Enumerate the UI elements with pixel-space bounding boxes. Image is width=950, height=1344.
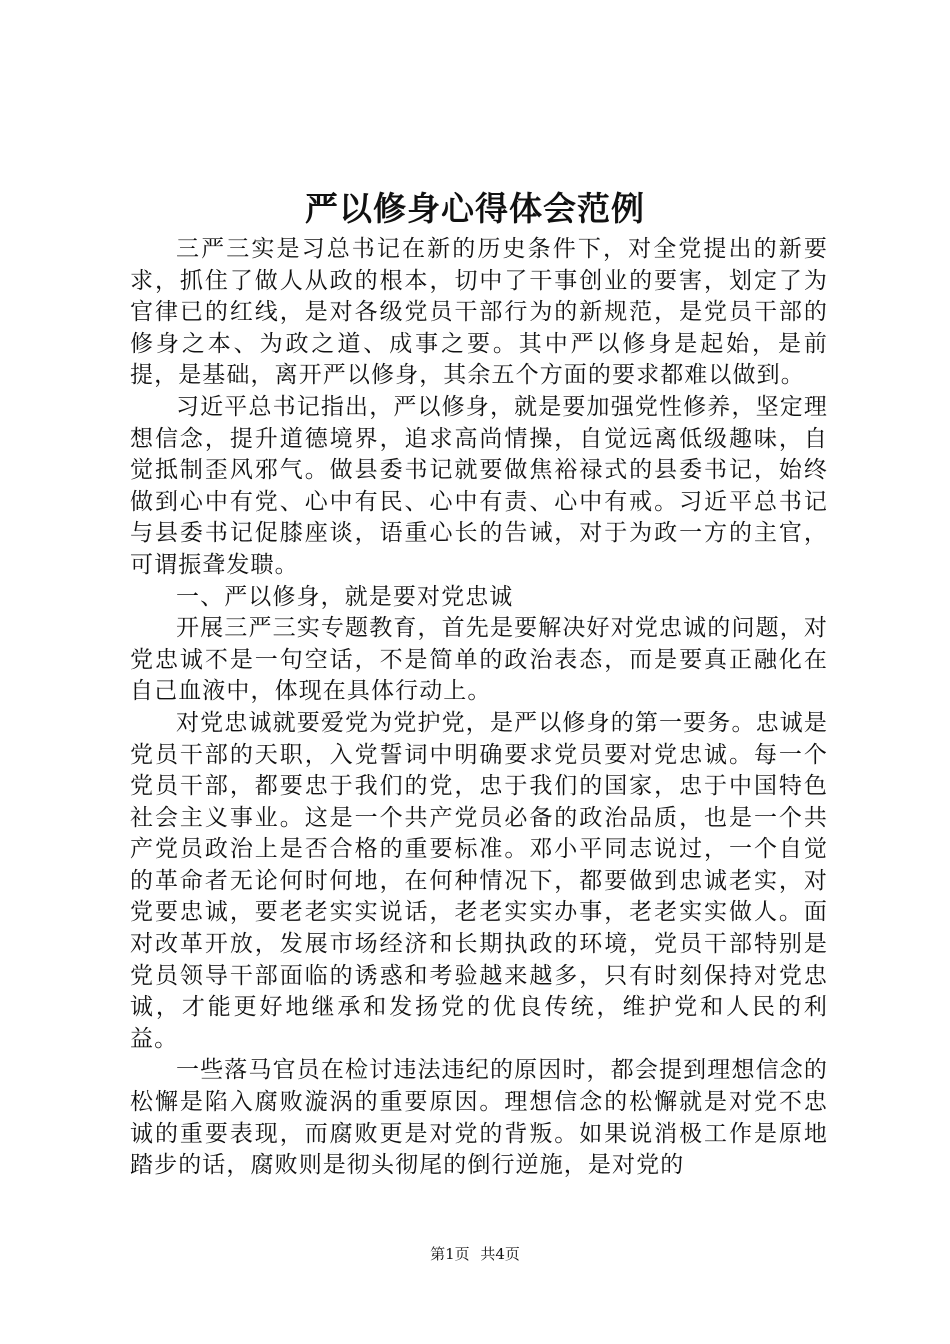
page-number: 第1页 [430, 1245, 470, 1263]
page-footer [0, 1244, 950, 1264]
paragraph-3: 开展三严三实专题教育，首先是要解决好对党忠诚的问题，对党忠诚不是一句空话，不是简单的政治表态，而是要真正融化在自己血液中，体现在具体行动上。 [130, 615, 828, 705]
document-title: 严以修身心得体会范例 [305, 189, 645, 228]
section-heading-1: 一、严以修身，就是要对党忠诚 [176, 583, 514, 610]
document-body [130, 234, 828, 1182]
paragraph-4: 对党忠诚就要爱党为党护党，是严以修身的第一要务。忠诚是党员干部的天职，入党誓词中明确要求党员要对党忠诚。每一个党员干部，都要忠于我们的党，忠于我们的国家，忠于中国特色社会主义事业。这是一个共产党员必备的政治品质，也是一个共产党员政治上是否合格的重要标准。邓小平同志说过，一个自觉的革命者无论何时何地，在何种情况下，都要做到忠诚老实，对党要忠诚，要老老实实说话，老老实实办事，老老实实做人。面对改革开放，发展市场经济和长期执政的环境，党员干部特别是党员领导干部面临的诱惑和考验越来越多，只有时刻保持对党忠诚，才能更好地继承和发扬党的优良传统，维护党和人民的利益。 [130, 709, 828, 1052]
paragraph-2: 习近平总书记指出，严以修身，就是要加强党性修养，坚定理想信念，提升道德境界，追求高尚情操，自觉远离低级趣味，自觉抵制歪风邪气。做县委书记就要做焦裕禄式的县委书记，始终做到心中有党、心中有民、心中有责、心中有戒。习近平总书记与县委书记促膝座谈，语重心长的告诫，对于为政一方的主官，可谓振聋发聩。 [130, 393, 828, 578]
page-total: 共4页 [480, 1245, 520, 1263]
paragraph-1: 三严三实是习总书记在新的历史条件下，对全党提出的新要求，抓住了做人从政的根本，切中了干事创业的要害，划定了为官律已的红线，是对各级党员干部行为的新规范，是党员干部的修身之本、为政之道、成事之要。其中严以修身是起始，是前提，是基础，离开严以修身，其余五个方面的要求都难以做到。 [130, 236, 828, 389]
paragraph-5: 一些落马官员在检讨违法违纪的原因时，都会提到理想信念的松懈是陷入腐败漩涡的重要原因。理想信念的松懈就是对党不忠诚的重要表现，而腐败更是对党的背叛。如果说消极工作是原地踏步的话，腐败则是彻头彻尾的倒行逆施，是对党的 [130, 1057, 828, 1179]
